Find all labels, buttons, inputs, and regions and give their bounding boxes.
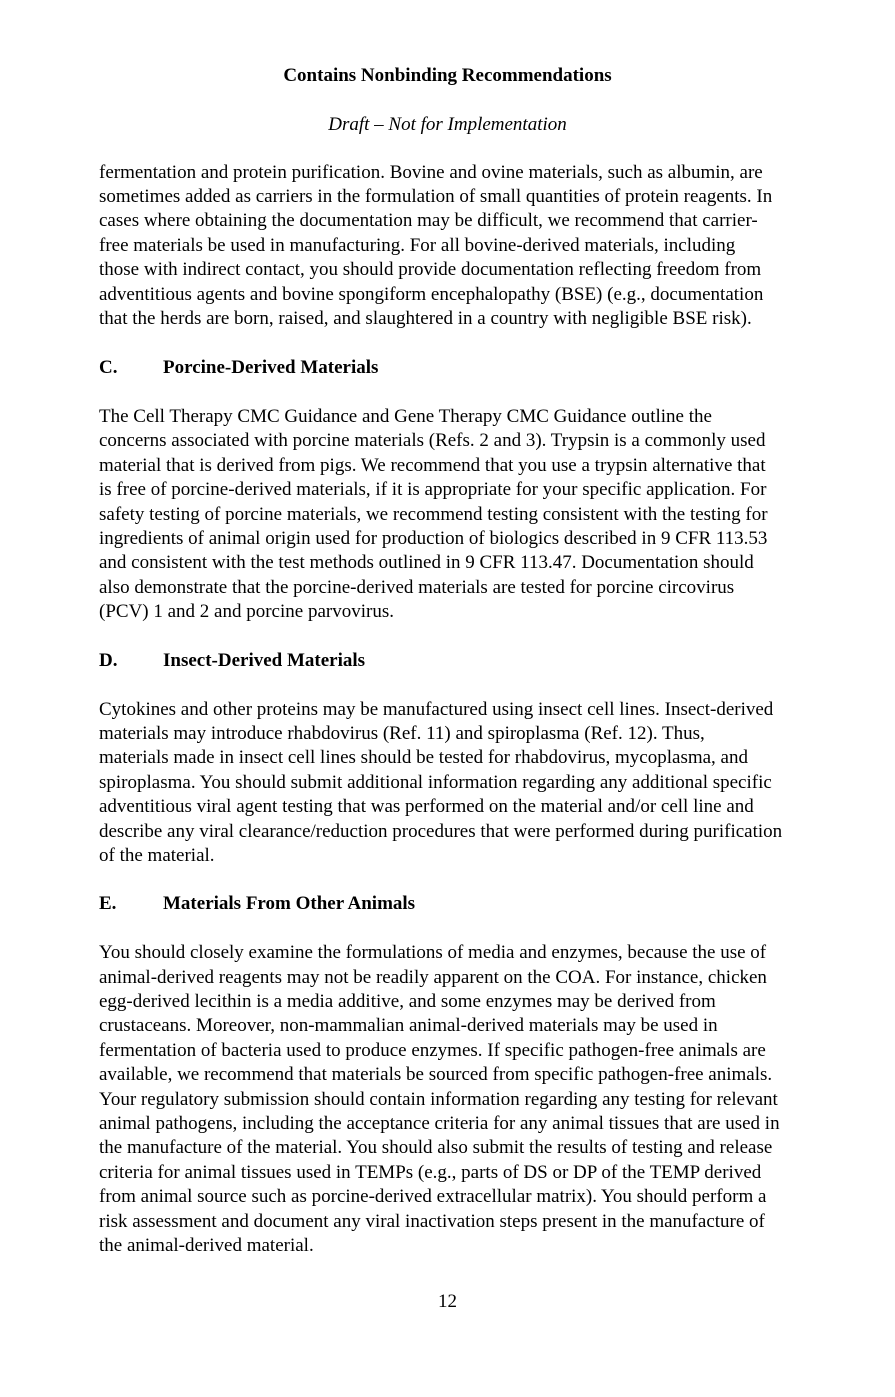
section-letter: C. (99, 357, 118, 378)
paragraph-line: sometimes added as carriers in the formulation of small quantities of protein reagents. In (99, 186, 773, 207)
paragraph-line: materials may introduce rhabdovirus (Ref. 11) and spiroplasma (Ref. 12). Thus, (99, 723, 705, 744)
paragraph-line: and consistent with the test methods outlined in 9 CFR 113.47. Documentation should (99, 552, 754, 573)
document-header-title: Contains Nonbinding Recommendations (283, 65, 612, 86)
paragraph-line: Cytokines and other proteins may be manufactured using insect cell lines. Insect-derived (99, 699, 774, 720)
paragraph-line: materials made in insect cell lines should be tested for rhabdovirus, mycoplasma, and (99, 747, 748, 768)
paragraph-line: cases where obtaining the documentation may be difficult, we recommend that carrier- (99, 210, 758, 231)
paragraph-line: adventitious viral agent testing that was performed on the material and/or cell line and (99, 796, 754, 817)
paragraph-line: free materials be used in manufacturing. For all bovine-derived materials, including (99, 235, 736, 256)
paragraph-line: risk assessment and document any viral inactivation steps present in the manufacture of (99, 1211, 765, 1232)
paragraph-line: the animal-derived material. (99, 1235, 314, 1256)
paragraph-line: animal pathogens, including the acceptance criteria for any animal tissues that are used in (99, 1113, 780, 1134)
paragraph-line: animal-derived reagents may not be readily apparent on the COA. For instance, chicken (99, 967, 767, 988)
paragraph-line: also demonstrate that the porcine-derived materials are tested for porcine circovirus (99, 577, 735, 598)
paragraph-line: is free of porcine-derived materials, if it is appropriate for your specific application. For (99, 479, 767, 500)
section-title: Materials From Other Animals (163, 893, 416, 914)
paragraph-line: spiroplasma. You should submit additional information regarding any additional specific (99, 772, 772, 793)
paragraph-line: fermentation of bacteria used to produce enzymes. If specific pathogen-free animals are (99, 1040, 766, 1061)
paragraph-line: available, we recommend that materials be sourced from specific pathogen-free animals. (99, 1064, 773, 1085)
section-heading-e (99, 892, 415, 916)
paragraph-line: criteria for animal tissues used in TEMPs (e.g., parts of DS or DP of the TEMP derived (99, 1162, 762, 1183)
paragraph-line: the manufacture of the material. You should also submit the results of testing and release (99, 1137, 773, 1158)
paragraph-line: adventitious agents and bovine spongiform encephalopathy (BSE) (e.g., documentation (99, 284, 764, 305)
paragraph-line: (PCV) 1 and 2 and porcine parvovirus. (99, 601, 394, 622)
page-number: 12 (438, 1291, 457, 1312)
paragraph-line: You should closely examine the formulations of media and enzymes, because the use of (99, 942, 767, 963)
paragraph-line: crustaceans. Moreover, non-mammalian animal-derived materials may be used in (99, 1015, 718, 1036)
paragraph-line: safety testing of porcine materials, we recommend testing consistent with the testing for (99, 504, 768, 525)
paragraph-line: of the material. (99, 845, 215, 866)
paragraph-line: ingredients of animal origin used for production of biologics described in 9 CFR 113.53 (99, 528, 768, 549)
section-heading-d (99, 649, 365, 673)
section-title: Porcine-Derived Materials (163, 357, 379, 378)
paragraph-line: those with indirect contact, you should provide documentation reflecting freedom from (99, 259, 762, 280)
document-header-subtitle: Draft – Not for Implementation (328, 114, 567, 135)
paragraph-line: from animal source such as porcine-derived extracellular matrix). You should perform a (99, 1186, 767, 1207)
section-title: Insect-Derived Materials (163, 650, 366, 671)
paragraph-line: The Cell Therapy CMC Guidance and Gene Therapy CMC Guidance outline the (99, 406, 712, 427)
paragraph-line: material that is derived from pigs. We recommend that you use a trypsin alternative that (99, 455, 766, 476)
section-letter: E. (99, 893, 117, 914)
paragraph-line: describe any viral clearance/reduction procedures that were performed during purification (99, 821, 783, 842)
paragraph-line: egg-derived lecithin is a media additive, and some enzymes may be derived from (99, 991, 716, 1012)
section-letter: D. (99, 650, 118, 671)
section-heading-c (99, 356, 378, 380)
paragraph-line: fermentation and protein purification. Bovine and ovine materials, such as albumin, are (99, 162, 763, 183)
paragraph-line: that the herds are born, raised, and slaughtered in a country with negligible BSE risk). (99, 308, 752, 329)
paragraph-line: Your regulatory submission should contain information regarding any testing for relevant (99, 1089, 778, 1110)
paragraph-line: concerns associated with porcine materials (Refs. 2 and 3). Trypsin is a commonly used (99, 430, 766, 451)
